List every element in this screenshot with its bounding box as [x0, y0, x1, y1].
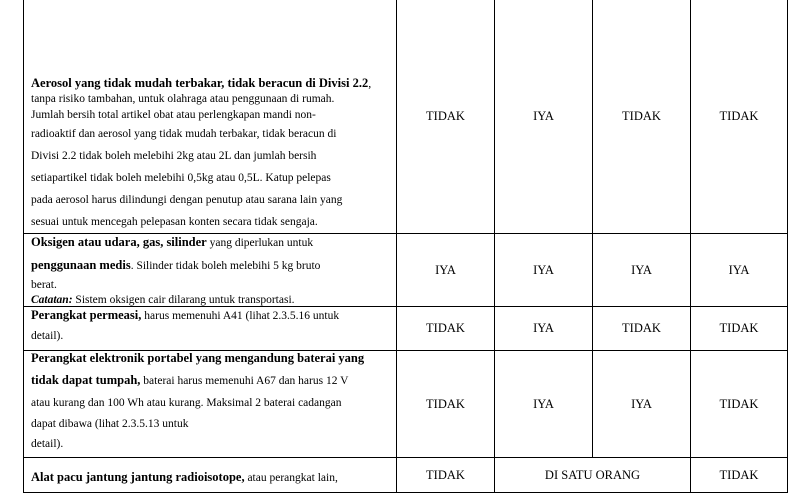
- cell-value: TIDAK: [397, 351, 495, 458]
- row-description: Aerosol yang tidak mudah terbakar, tidak beracun di Divisi 2.2, tanpa risiko tambahan, untuk olahraga atau penggunaan di rumah. Jumlah bersih total artikel obat atau perlengkapan mandi non- radioaktif dan aerosol yang tidak mudah terbakar, tidak beracun di Divisi 2.2 tidak boleh melebihi 2kg atau 2L dan jumlah bersih setiapartikel tidak boleh melebihi 0,5kg atau 0,5L. Katup pelepas pada aerosol harus dilindungi dengan penutup atau sarana lain yang sesuai untuk mencegah pelepasan konten secara tidak sengaja.: [24, 0, 397, 234]
- cell-value: IYA: [495, 234, 593, 307]
- cell-value-merged: DI SATU ORANG: [495, 458, 691, 493]
- table-row: [24, 307, 788, 351]
- cell-value: IYA: [397, 234, 495, 307]
- cell-value: IYA: [593, 234, 691, 307]
- desc-line: setiapartikel tidak boleh melebihi 0,5kg atau 0,5L. Katup pelepas: [31, 172, 331, 184]
- cell-value: TIDAK: [397, 458, 495, 493]
- table-row: [24, 234, 788, 307]
- cell-value: IYA: [691, 234, 788, 307]
- desc-line: Jumlah bersih total artikel obat atau perlengkapan mandi non-: [31, 109, 316, 121]
- cell-value: TIDAK: [691, 351, 788, 458]
- cell-value: TIDAK: [397, 307, 495, 351]
- table-row: [24, 458, 788, 493]
- row-description: Perangkat permeasi, harus memenuhi A41 (lihat 2.3.5.16 untuk detail).: [24, 307, 397, 351]
- cell-value: IYA: [593, 351, 691, 458]
- row-description: Alat pacu jantung jantung radioisotope, atau perangkat lain,: [24, 458, 397, 493]
- cell-value: IYA: [495, 351, 593, 458]
- row-description: Oksigen atau udara, gas, silinder yang diperlukan untuk penggunaan medis. Silinder tidak boleh melebihi 5 kg bruto berat. Catatan: Sistem oksigen cair dilarang untuk transportasi.: [24, 234, 397, 307]
- desc-line: Divisi 2.2 tidak boleh melebihi 2kg atau 2L dan jumlah bersih: [31, 150, 317, 162]
- desc-line: tanpa risiko tambahan, untuk olahraga atau penggunaan di rumah.: [31, 93, 335, 105]
- cell-value: TIDAK: [397, 0, 495, 234]
- desc-line: sesuai untuk mencegah pelepasan konten secara tidak sengaja.: [31, 216, 318, 228]
- row-title: Perangkat elektronik portabel yang mengandung baterai yang: [31, 351, 365, 365]
- table-row: [24, 351, 788, 458]
- desc-line: radioaktif dan aerosol yang tidak mudah terbakar, tidak beracun di: [31, 128, 337, 140]
- row-title: Aerosol yang tidak mudah terbakar, tidak beracun di Divisi 2.2: [31, 76, 369, 90]
- cell-value: TIDAK: [691, 307, 788, 351]
- cell-value: TIDAK: [691, 458, 788, 493]
- row-title: Oksigen atau udara, gas, silinder: [31, 235, 207, 249]
- note-label: Catatan:: [31, 294, 73, 306]
- row-title: Alat pacu jantung jantung radioisotope,: [31, 469, 245, 484]
- regulation-table: [23, 0, 788, 493]
- row-description: Perangkat elektronik portabel yang mengandung baterai yang tidak dapat tumpah, baterai harus memenuhi A67 dan harus 12 V atau kurang dan 100 Wh atau kurang. Maksimal 2 baterai cadangan dapat dibawa (lihat 2.3.5.13 untuk detail).: [24, 351, 397, 458]
- cell-value: TIDAK: [593, 307, 691, 351]
- cell-value: TIDAK: [593, 0, 691, 234]
- cell-value: IYA: [495, 0, 593, 234]
- table-row: [24, 0, 788, 234]
- cell-value: IYA: [495, 307, 593, 351]
- desc-line: pada aerosol harus dilindungi dengan penutup atau sarana lain yang: [31, 194, 343, 206]
- row-title: Perangkat permeasi,: [31, 308, 142, 322]
- cell-value: TIDAK: [691, 0, 788, 234]
